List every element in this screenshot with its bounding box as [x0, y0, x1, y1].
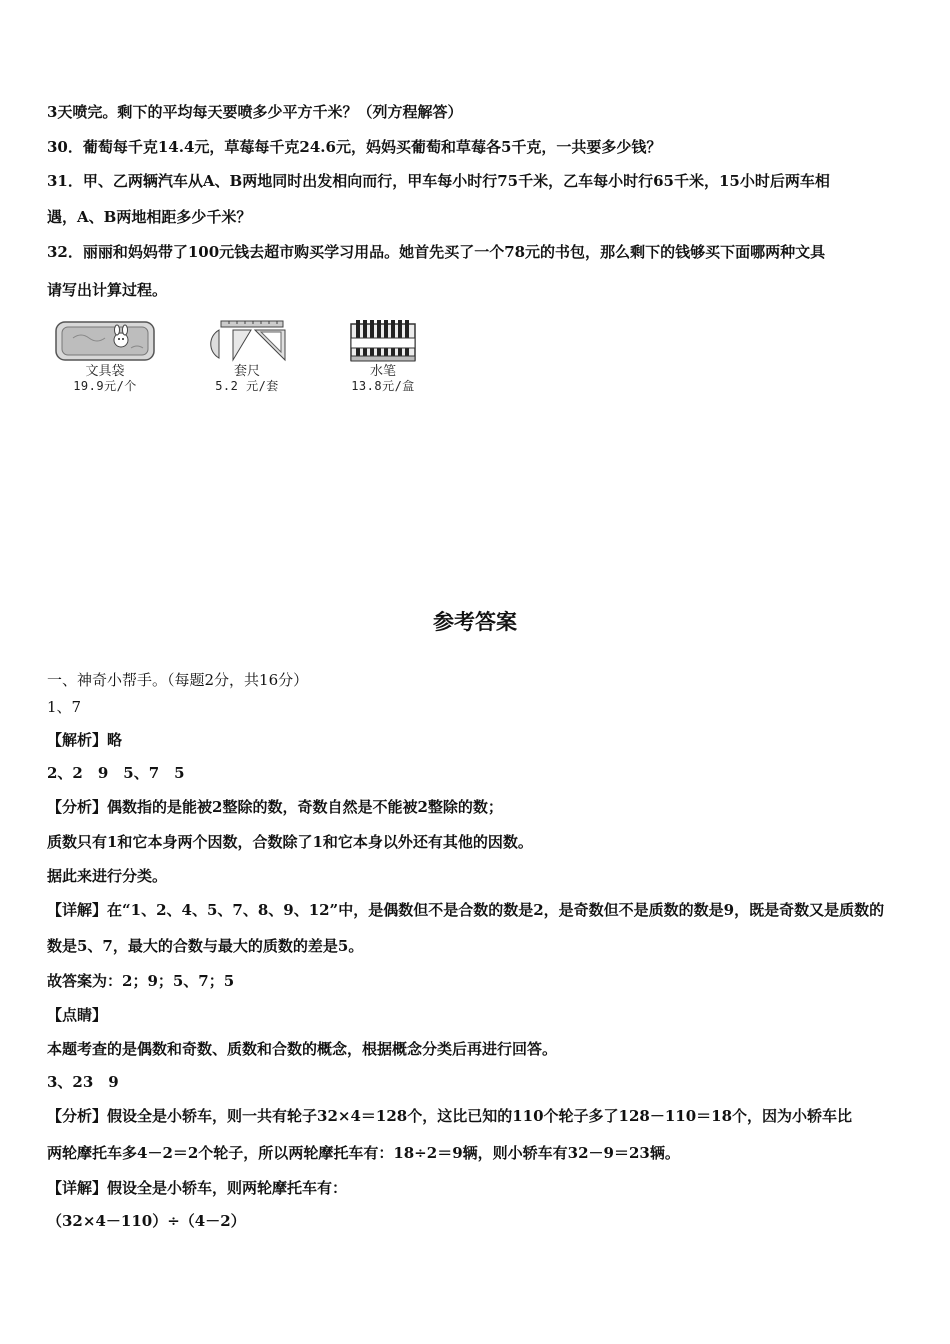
answer-1-analysis: 【解析】略	[47, 731, 123, 749]
answer-2-analysis: 【分析】偶数指的是能被2整除的数，奇数自然是不能被2整除的数；	[47, 798, 503, 816]
answer-3-detail: 【详解】假设全是小轿车，则两轮摩托车有：	[47, 1179, 348, 1197]
product-name: 套尺	[233, 364, 260, 379]
answer-2-final: 故答案为：2；9；5、7；5	[47, 972, 235, 990]
product-pen-box	[323, 318, 443, 393]
answer-3-analysis-line1: 【分析】假设全是小轿车，则一共有轮子32×4＝128个，这比已知的110个轮子多了128－110＝18个，因为小轿车比	[47, 1107, 853, 1125]
question-30: 30．葡萄每千克14.4元，草莓每千克24.6元，妈妈买葡萄和草莓各5千克，一共要多少钱？	[47, 138, 662, 156]
product-ruler-set	[187, 318, 307, 393]
answer-3-analysis-line2: 两轮摩托车多4－2＝2个轮子，所以两轮摩托车有：18÷2＝9辆，则小轿车有32－9＝23辆。	[47, 1144, 680, 1162]
answers-title: 参考答案	[433, 610, 517, 634]
pen-box-icon	[347, 318, 419, 364]
product-name: 水笔	[369, 364, 396, 379]
pencil-case-icon	[53, 318, 157, 364]
answer-1: 1、7	[47, 698, 82, 716]
answer-2-detail-line2: 数是5、7，最大的合数与最大的质数的差是5。	[47, 937, 364, 955]
product-name: 文具袋	[85, 364, 125, 379]
answer-2-analysis-line3: 据此来进行分类。	[47, 867, 168, 885]
question-32-line2: 请写出计算过程。	[47, 281, 168, 299]
product-price: 5.2 元/套	[215, 379, 279, 393]
answer-2-point-text: 本题考查的是偶数和奇数、质数和合数的概念，根据概念分类后再进行回答。	[47, 1040, 558, 1058]
answer-2-analysis-line2: 质数只有1和它本身两个因数，合数除了1和它本身以外还有其他的因数。	[47, 833, 533, 851]
question-31-line2: 遇，A、B两地相距多少千米？	[47, 208, 252, 226]
ruler-set-icon	[199, 318, 295, 364]
question-32-line1: 32．丽丽和妈妈带了100元钱去超市购买学习用品。她首先买了一个78元的书包，那么剩下的钱够买下面哪两种文具	[47, 243, 826, 261]
product-pencil-case	[45, 318, 165, 393]
answer-2: 2、2 9 5、7 5	[47, 764, 185, 782]
answer-2-point-heading: 【点睛】	[47, 1006, 108, 1024]
product-price: 13.8元/盒	[351, 379, 415, 393]
answer-2-detail-line1: 【详解】在“1、2、4、5、7、8、9、12”中，是偶数但不是合数的数是2，是奇数但不是质数的数是9，既是奇数又是质数的	[47, 901, 885, 919]
question-29-tail: 3天喷完。剩下的平均每天要喷多少平方千米？（列方程解答）	[47, 103, 463, 121]
section-heading: 一、神奇小帮手。（每题2分，共16分）	[47, 671, 309, 689]
product-price: 19.9元/个	[73, 379, 137, 393]
answer-3: 3、23 9	[47, 1073, 119, 1091]
answer-3-formula: （32×4－110）÷（4－2）	[47, 1212, 246, 1230]
question-31-line1: 31．甲、乙两辆汽车从A、B两地同时出发相向而行，甲车每小时行75千米，乙车每小时行65千米，15小时后两车相	[47, 172, 830, 190]
